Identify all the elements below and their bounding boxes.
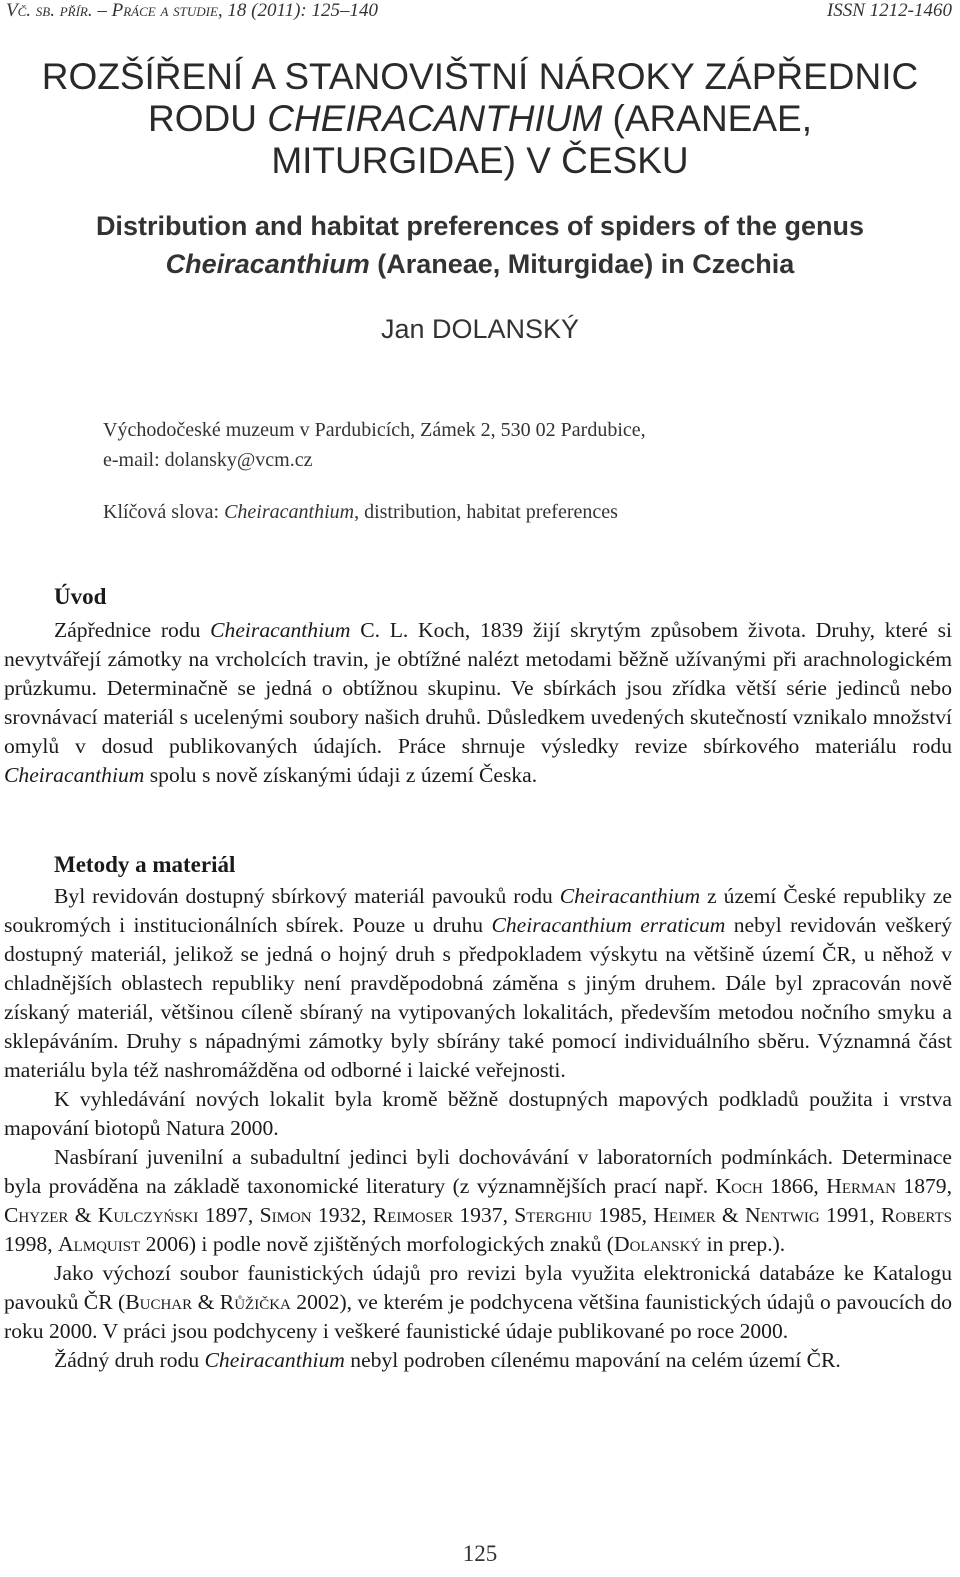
title-english-line-2 — [0, 245, 960, 283]
text-run: Žádný druh rodu — [54, 1348, 205, 1372]
author-name: Jan DOLANSKÝ — [380, 314, 580, 344]
title-english — [0, 207, 960, 283]
methods-paragraph-1 — [4, 882, 952, 1085]
reference-author: Roberts — [880, 1203, 952, 1227]
methods-body — [4, 882, 952, 1375]
species-name: Cheiracanthium erraticum — [491, 913, 726, 937]
intro-body — [4, 616, 952, 790]
text-run: 1866, — [762, 1174, 827, 1198]
methods-paragraph-4 — [4, 1259, 952, 1346]
affiliation-address: Východočeské muzeum v Pardubicích, Zámek 2, 530 02 Pardubice, — [103, 419, 646, 441]
reference-author: Simon — [259, 1203, 312, 1227]
keywords-rest: , distribution, habitat preferences — [354, 501, 618, 523]
title-czech-line-2-end: (ARANEAE, — [602, 98, 812, 139]
reference-author: Herman — [826, 1174, 896, 1198]
methods-paragraph-2: K vyhledávání nových lokalit byla kromě běžně dostupných mapových podkladů použita i vrstva mapování biotopů Natura 2000. — [4, 1087, 952, 1140]
text-run: 1985, — [592, 1203, 654, 1227]
text-run: Jako výchozí soubor faunistických údajů pro revizi byla využita elektronická databáze ke Katalogu pavouků ČR ( — [4, 1261, 952, 1314]
affiliation — [103, 415, 923, 475]
reference-author: Heimer & Nentwig — [653, 1203, 820, 1227]
genus-name: Cheiracanthium — [165, 249, 370, 279]
text-run: 1937, — [453, 1203, 515, 1227]
page-number: 125 — [462, 1541, 498, 1566]
reference-author: Dolanský — [613, 1232, 702, 1256]
text-run: 1932, — [311, 1203, 373, 1227]
methods-paragraph-3 — [4, 1143, 952, 1259]
keywords-label: Klíčová slova: — [103, 501, 225, 523]
reference-author: Koch — [715, 1174, 763, 1198]
genus-name: Cheiracanthium — [204, 1348, 345, 1372]
text-run: 2006) i podle nově zjištěných morfologických znaků ( — [140, 1232, 614, 1256]
text-run: Zápřednice rodu — [54, 618, 211, 642]
title-czech-line-2 — [0, 98, 960, 140]
text-run: 1897, — [198, 1203, 260, 1227]
reference-author: Almquist — [57, 1232, 141, 1256]
text-run: z území České republiky ze soukromých i institucionálních sbírek. Pouze u druhu — [4, 884, 953, 937]
affiliation-email: e-mail: dolansky@vcm.cz — [103, 449, 313, 471]
title-czech-line-2-start: RODU — [147, 98, 268, 139]
section-heading-intro: Úvod — [54, 584, 107, 609]
text-run: nebyl revidován veškerý dostupný materiál, jelikož se jedná o hojný druh s předpokladem výskytu na většině území ČR, u něhož v chladnějších oblastech republiky není pravděpodobná záměna s jiným druhem. Dále byl zpracován nově získaný materiál, většinou cíleně sbíraný na vytipovaných lokalitách, především metodou nočního smyku a sklepáváním. Druhy s nápadnými zámotky byly sbírány také pomocí individuálního sběru. Významná část materiálu byla též nashromážděna od odborné i laické veřejnosti. — [4, 913, 952, 1082]
text-run: Byl revidován dostupný sbírkový materiál pavouků rodu — [54, 884, 560, 908]
text-run: Nasbíraní juvenilní a subadultní jedinci byli dochovávání v laboratorních podmínkách. Determinace byla prováděna na základě taxonomické literatury (z významnějších prací např. — [4, 1145, 952, 1198]
text-run: 1998, — [4, 1232, 58, 1256]
text-run: in prep.). — [701, 1232, 786, 1256]
title-czech-line-3: MITURGIDAE) V ČESKU — [271, 140, 689, 181]
text-run: nebyl podroben cílenému mapování na celém území ČR. — [344, 1348, 841, 1372]
genus-name: Cheiracanthium — [4, 763, 145, 787]
text-run: 2002), ve kterém je podchycena většina faunistických údajů o pavoucích do roku 2000. V práci jsou podchyceny i veškeré faunistické údaje publikované po roce 2000. — [4, 1290, 952, 1343]
text-run: spolu s nově získanými údaji z území Česka. — [144, 763, 538, 787]
section-heading-methods: Metody a materiál — [54, 852, 236, 877]
reference-author: Reimoser — [372, 1203, 454, 1227]
title-czech-line-1: ROZŠÍŘENÍ A STANOVIŠTNÍ NÁROKY ZÁPŘEDNIC — [41, 56, 919, 97]
text-run: 1879, — [896, 1174, 953, 1198]
issn: ISSN 1212-1460 — [826, 0, 952, 21]
intro-paragraph — [4, 616, 952, 790]
text-run: C. L. Koch, 1839 žijí skrytým způsobem života. Druhy, které si nevytvářejí zámotky na vrcholcích travin, je obtížné nalézt metodami běžně užívanými při arachnologickém průzkumu. Determinačně se jedná o obtížnou skupinu. Ve sbírkách jsou zřídka větší série jedinců nebo srovnávací materiál s ucelenými soubory našich druhů. Důsledkem uvedených skutečností vznikalo množství omylů v dosud publikovaných údajích. Práce shrnuje výsledky revize sbírkového materiálu rodu — [4, 618, 952, 758]
title-english-line-2-end: (Araneae, Miturgidae) in Czechia — [369, 249, 795, 279]
methods-paragraph-5 — [4, 1346, 952, 1375]
reference-author: Sterghiu — [514, 1203, 593, 1227]
genus-name: CHEIRACANTHIUM — [267, 98, 603, 139]
keywords — [103, 497, 923, 527]
reference-author: Buchar & Růžička — [125, 1290, 291, 1314]
genus-name: Cheiracanthium — [559, 884, 701, 908]
text-run: 1991, — [819, 1203, 881, 1227]
running-header — [0, 0, 960, 24]
title-english-line-1: Distribution and habitat preferences of spiders of the genus — [95, 211, 865, 241]
journal-citation: Vč. sb. přír. – Práce a studie, 18 (2011): 125–140 — [6, 0, 379, 21]
genus-name: Cheiracanthium — [210, 618, 351, 642]
keyword-genus: Cheiracanthium — [224, 501, 355, 523]
reference-author: Chyzer & Kulczyński — [4, 1203, 199, 1227]
title-czech — [0, 56, 960, 182]
